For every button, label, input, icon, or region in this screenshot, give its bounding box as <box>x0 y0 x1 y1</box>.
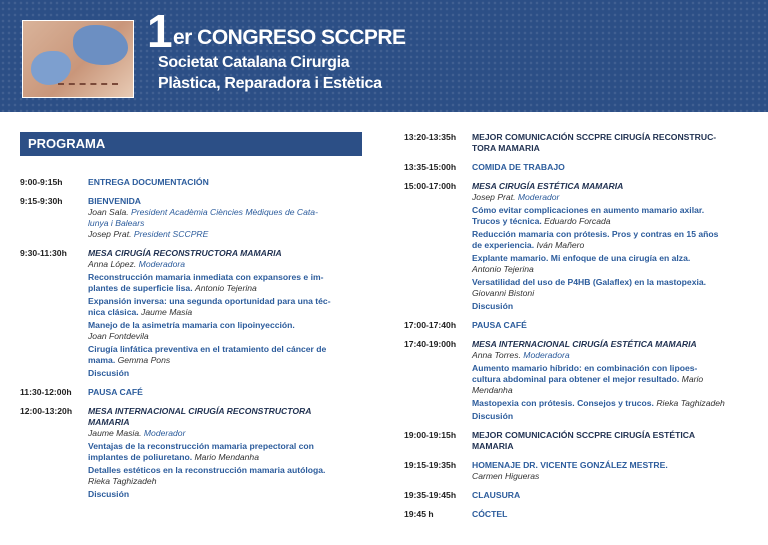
talk-speaker: Rieka Taghizadeh <box>88 476 157 486</box>
program-left-column <box>20 177 365 508</box>
session-time: 19:00-19:15h <box>404 430 457 440</box>
schedule-row <box>404 181 754 312</box>
talk-speaker: Antonio Tejerina <box>195 283 257 293</box>
session-title: CLAUSURA <box>472 490 521 500</box>
society-name-line1: Societat Catalana Cirurgia <box>158 54 350 71</box>
moderator-name: Anna López. <box>88 259 137 269</box>
session-time: 11:30-12:00h <box>20 387 72 397</box>
society-name-line2: Plàstica, Reparadora i Estètica <box>158 75 382 92</box>
schedule-row <box>404 509 754 520</box>
schedule-row <box>404 132 754 154</box>
talk-speaker: Gemma Pons <box>117 355 171 365</box>
moderator-role: Moderadora <box>138 259 185 269</box>
session-time: 13:20-13:35h <box>404 132 457 142</box>
incision-line <box>58 83 118 87</box>
session-title: BIENVENIDA <box>88 196 142 206</box>
program-right-column <box>404 132 754 526</box>
session-title: MEJOR COMUNICACIÓN SCCPRE CIRUGÍA RECONSTRUC- TORA MAMARIA <box>472 132 717 153</box>
moderator-role: Moderador <box>143 428 186 438</box>
session-title: PAUSA CAFÉ <box>88 387 143 397</box>
schedule-row <box>20 406 365 500</box>
talk-speaker: Mario Mendanha <box>194 452 259 462</box>
schedule-row <box>20 196 365 240</box>
talk-speaker-cont: Mendanha <box>472 385 513 395</box>
moderator-name: Jaume Masia. <box>88 428 142 438</box>
schedule-row <box>20 177 365 188</box>
session-title: COMIDA DE TRABAJO <box>472 162 565 172</box>
session-title: MESA INTERNACIONAL CIRUGÍA RECONSTRUCTORA MAMARIA <box>88 406 312 427</box>
header-banner <box>0 0 768 112</box>
talk-speaker: Joan Fontdevila <box>88 331 149 341</box>
speaker-role: President SCCPRE <box>133 229 209 239</box>
speaker-name: Carmen Higueras <box>472 471 540 481</box>
schedule-row <box>404 339 754 422</box>
session-time: 13:35-15:00h <box>404 162 457 172</box>
congress-number: 1 <box>147 5 173 57</box>
talk-item: Ventajas de la reconstrucción mamaria prepectoral con implantes de poliuretano. Mario Mendanha <box>88 441 314 462</box>
talk-item: Aumento mamario híbrido: en combinación con lipoes- cultura abdominal para obtener el mejor resultado. Mario Mendanha <box>472 363 704 395</box>
speaker-name: Josep Prat. <box>88 229 132 239</box>
schedule-row <box>404 320 754 331</box>
discussion-label: Discusión <box>88 489 130 499</box>
session-time: 12:00-13:20h <box>20 406 73 416</box>
moderator-role: Moderador <box>517 192 560 202</box>
session-time: 17:00-17:40h <box>404 320 457 330</box>
talk-item: Expansión inversa: una segunda oportunidad para una téc- nica clásica. Jaume Masia <box>88 296 331 317</box>
session-time: 17:40-19:00h <box>404 339 457 349</box>
talk-item: Mastopexia con prótesis. Consejos y trucos. Rieka Taghizadeh <box>472 398 725 408</box>
talk-speaker: Rieka Taghizadeh <box>656 398 725 408</box>
schedule-row <box>20 387 365 398</box>
discussion-label: Discusión <box>472 411 514 421</box>
glove-shape <box>73 25 128 65</box>
session-title: MESA CIRUGÍA RECONSTRUCTORA MAMARIA <box>88 248 282 258</box>
session-time: 9:00-9:15h <box>20 177 63 187</box>
session-time: 9:30-11:30h <box>20 248 67 258</box>
talk-item: Detalles estéticos en la reconstrucción mamaria autóloga. Rieka Taghizadeh <box>88 465 326 486</box>
session-time: 9:15-9:30h <box>20 196 63 206</box>
congress-title: er CONGRESO SCCPRE <box>173 26 406 49</box>
talk-item: Versatilidad del uso de P4HB (Galaflex) en la mastopexia. Giovanni Bistoni <box>472 277 707 298</box>
session-time: 19:45 h <box>404 509 434 519</box>
talk-speaker: Mario <box>681 374 704 384</box>
session-time: 19:35-19:45h <box>404 490 457 500</box>
session-title: MESA CIRUGÍA ESTÉTICA MAMARIA <box>472 181 624 191</box>
speaker-name: Joan Sala. <box>88 207 129 217</box>
session-title: ENTREGA DOCUMENTACIÓN <box>88 177 209 187</box>
talk-item: Cómo evitar complicaciones en aumento mamario axilar. Trucos y técnica. Eduardo Forcada <box>472 205 705 226</box>
header-photo <box>22 20 134 98</box>
discussion-label: Discusión <box>88 368 130 378</box>
schedule-row <box>20 248 365 379</box>
session-time: 19:15-19:35h <box>404 460 457 470</box>
talk-speaker: Antonio Tejerina <box>472 264 534 274</box>
session-title: MEJOR COMUNICACIÓN SCCPRE CIRUGÍA ESTÉTICA MAMARIA <box>472 430 696 451</box>
talk-item: Reducción mamaria con prótesis. Pros y contras en 15 años de experiencia. Iván Mañero <box>472 229 719 250</box>
talk-item: Explante mamario. Mi enfoque de una cirugía en alza. Antonio Tejerina <box>472 253 691 274</box>
schedule-row <box>404 162 754 173</box>
speaker-role: President Acadèmia Ciències Mèdiques de Cata- <box>131 207 318 217</box>
talk-speaker: Giovanni Bistoni <box>472 288 535 298</box>
talk-item: Reconstrucción mamaria inmediata con expansores e im- plantes de superficie lisa. Antonio Tejerina <box>88 272 324 293</box>
schedule-row <box>404 460 754 482</box>
programa-heading: PROGRAMA <box>20 132 362 156</box>
session-title: HOMENAJE DR. VICENTE GONZÁLEZ MESTRE. <box>472 460 668 470</box>
session-title: PAUSA CAFÉ <box>472 320 527 330</box>
moderator-role: Moderadora <box>523 350 570 360</box>
schedule-row <box>404 490 754 501</box>
moderator-name: Josep Prat. <box>472 192 516 202</box>
moderator-name: Anna Torres. <box>472 350 521 360</box>
talk-item: Manejo de la asimetría mamaria con lipoinyección. Joan Fontdevila <box>88 320 295 341</box>
discussion-label: Discusión <box>472 301 514 311</box>
speaker-role-cont: lunya i Balears <box>88 218 145 228</box>
talk-item: Cirugía linfática preventiva en el tratamiento del cáncer de mama. Gemma Pons <box>88 344 327 365</box>
session-title: CÓCTEL <box>472 509 508 519</box>
talk-speaker: Iván Mañero <box>536 240 585 250</box>
glove-shape <box>31 51 71 85</box>
schedule-row <box>404 430 754 452</box>
talk-speaker: Eduardo Forcada <box>544 216 611 226</box>
talk-speaker: Jaume Masia <box>141 307 193 317</box>
session-time: 15:00-17:00h <box>404 181 457 191</box>
session-title: MESA INTERNACIONAL CIRUGÍA ESTÉTICA MAMARIA <box>472 339 697 349</box>
